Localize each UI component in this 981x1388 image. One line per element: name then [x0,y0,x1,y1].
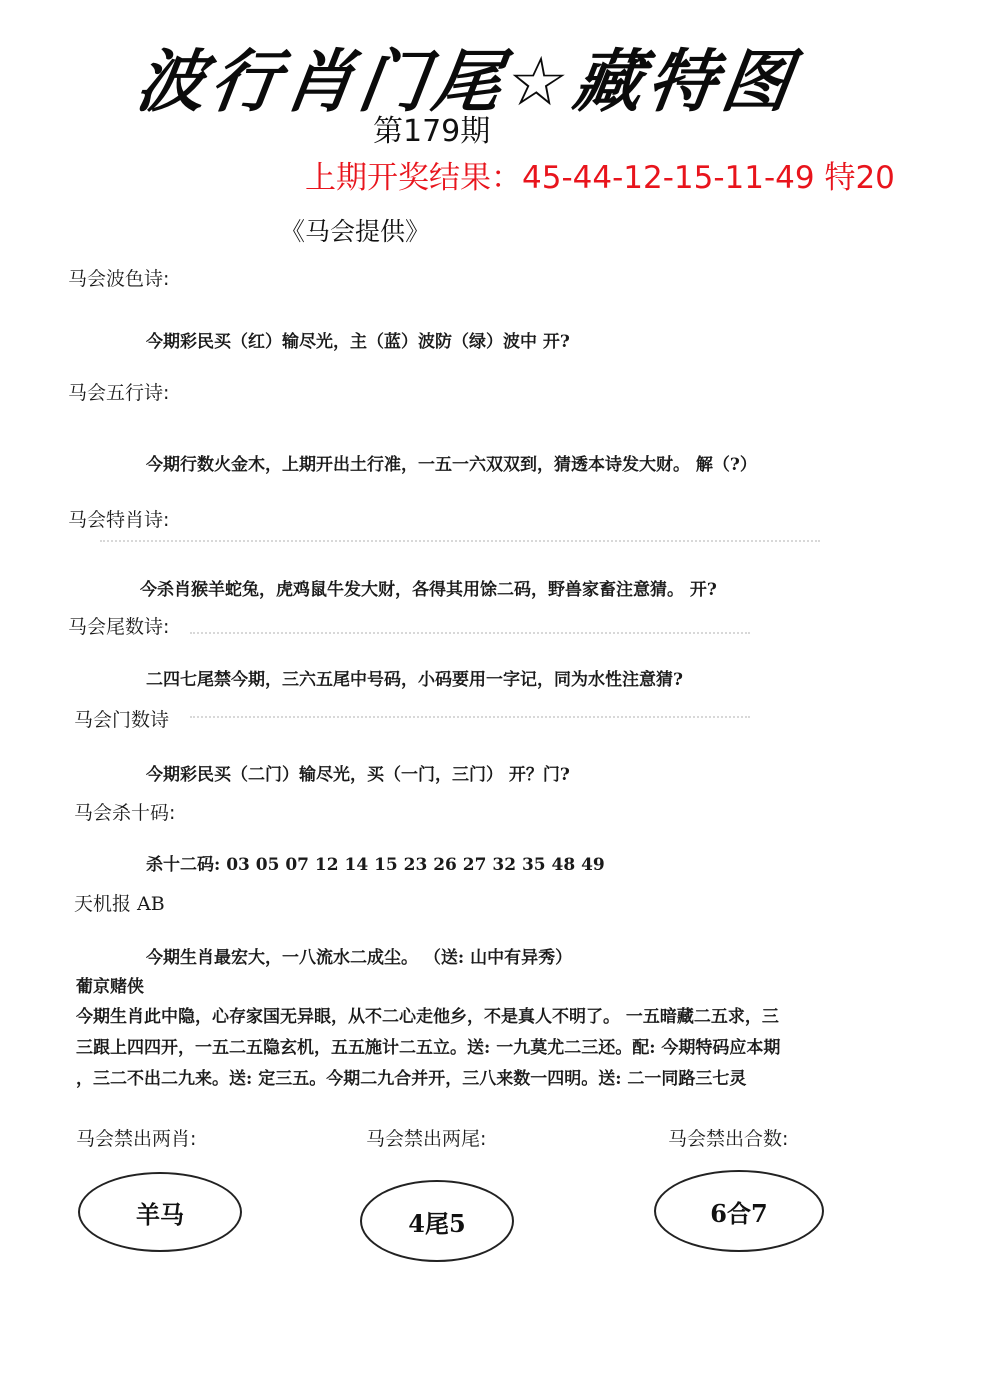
verse-tianji: 今期生肖最宏大，一八流水二成尘。 （送: 山中有异秀） [146,948,573,968]
verse-five-elements: 今期行数火金木，上期开出土行准，一五一六双双到，猜透本诗发大财。 解（?） [146,455,757,475]
verse-gate-number: 今期彩民买（二门）输尽光，买（一门，三门） 开？门? [146,765,570,785]
verse-wave-color: 今期彩民买（红）输尽光，主（蓝）波防（绿）波中 开? [146,332,570,352]
ban-oval-zodiac [78,1172,242,1252]
ban-value-zodiac: 羊马 [136,1199,184,1229]
section-label-kill-ten: 马会杀十码: [74,802,176,824]
section-label-wave-color: 马会波色诗: [68,268,170,290]
puzzle-line: 三跟上四四开，一五二五隐玄机，五五施计二五立。送: 一九莫尤二三还。配: 今期特码应本期 [76,1038,781,1058]
verse-special-zodiac: 今杀肖猴羊蛇兔，虎鸡鼠牛发大财，各得其用馀二码，野兽家畜注意猜。 开? [140,580,717,600]
section-label-gate-number: 马会门数诗 [74,709,170,731]
section-label-tail-number: 马会尾数诗: [68,616,170,638]
last-draw-result: 上期开奖结果：45-44-12-15-11-49 特20 [305,160,895,196]
source-note: 《马会提供》 [280,217,431,246]
section-label-special-zodiac: 马会特肖诗: [68,509,170,531]
ban-label-zodiac: 马会禁出两肖: [76,1128,197,1150]
scan-divider [190,632,750,634]
verse-tail-number: 二四七尾禁今期，三六五尾中号码，小码要用一字记，同为水性注意猜? [146,670,683,690]
puzzle-paragraph [76,1002,916,1095]
section-label-five-elements: 马会五行诗: [68,382,170,404]
page-title: 波行肖门尾☆藏特图 [131,43,802,122]
section-label-tianji: 天机报 AB [74,893,165,915]
ban-label-sum: 马会禁出合数: [668,1128,789,1150]
puzzle-line: ，三二不出二九来。送: 定三五。今期二九合并开，三八来数一四明。送: 二一同路三七灵 [76,1069,747,1089]
ban-value-tail: 4尾5 [408,1208,466,1238]
ban-value-sum: 6合7 [710,1198,768,1228]
ban-label-tail: 马会禁出两尾: [366,1128,487,1150]
puzzle-label: 葡京赌侠 [76,977,144,997]
scan-divider [100,540,820,542]
kill-numbers-list: 杀十二码: 03 05 07 12 14 15 23 26 27 32 35 48 49 [146,855,605,875]
ban-oval-tail [360,1180,514,1262]
scan-divider [190,716,750,718]
issue-number: 第179期 [373,114,491,149]
ban-oval-sum [654,1170,824,1252]
puzzle-line: 今期生肖此中隐，心存家国无异眼，从不二心走他乡，不是真人不明了。 一五暗藏二五求，三 [76,1007,779,1027]
